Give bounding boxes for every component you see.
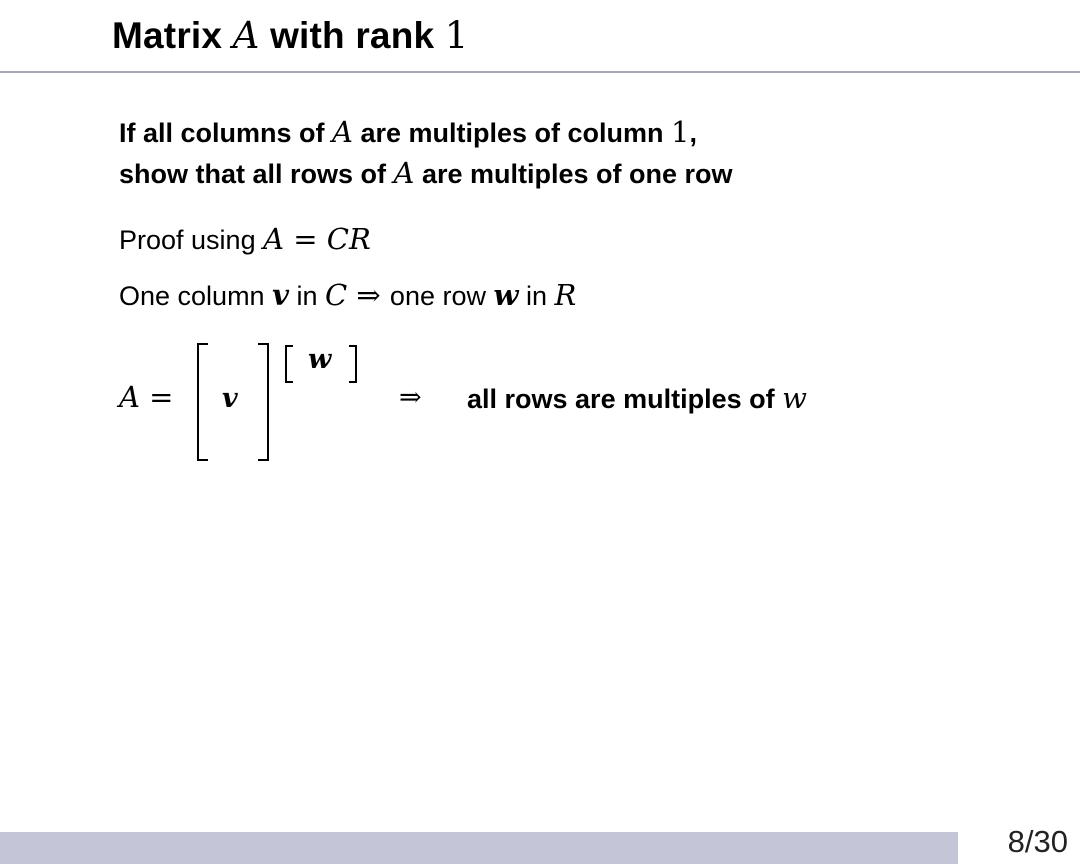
equals-sign: = (284, 222, 327, 256)
statement-text: are multiples of one row (414, 159, 733, 189)
title-divider (0, 71, 1080, 73)
column-left-bracket (197, 343, 208, 461)
statement-text: If all columns of (119, 118, 333, 148)
slide-title (112, 14, 469, 57)
title-rank-number: 1 (444, 14, 469, 57)
title-text-2: with rank (259, 15, 445, 56)
statement-comma: , (689, 118, 698, 148)
line-text: in (518, 281, 555, 311)
problem-statement (119, 112, 733, 194)
column-right-bracket (258, 343, 269, 461)
matrix-var: A (332, 115, 353, 149)
conclusion-text: all rows are multiples of (467, 384, 783, 414)
statement-line-2 (119, 153, 733, 194)
proof-text: Proof using (119, 225, 264, 255)
line-text: One column (119, 281, 273, 311)
statement-text: are multiples of column (352, 118, 672, 148)
line-text: one row (389, 281, 494, 311)
column-row-line (119, 278, 576, 312)
proof-line (119, 222, 371, 256)
conclusion (467, 381, 807, 415)
implies-arrow: ⇒ (399, 382, 422, 413)
page-number: 8/30 (1007, 824, 1068, 859)
column-vector-entry: v (222, 383, 238, 414)
line-text: in (288, 281, 325, 311)
column-number: 1 (671, 115, 690, 149)
matrix-var: A (393, 156, 415, 190)
vector-w: w (782, 381, 807, 415)
footer-bar (0, 832, 958, 864)
matrix-r: R (554, 278, 577, 312)
vector-v: v (272, 278, 289, 312)
title-matrix-var: A (232, 14, 260, 57)
row-left-bracket (285, 345, 293, 383)
title-text: Matrix (112, 15, 233, 56)
statement-line-1 (119, 112, 733, 153)
row-right-bracket (349, 345, 357, 383)
matrix-var: A (119, 380, 140, 414)
statement-text: show that all rows of (119, 159, 394, 189)
equation-lhs (119, 380, 173, 414)
vector-w: w (493, 278, 519, 312)
matrix-var: A (263, 222, 285, 256)
row-vector-entry: w (308, 344, 332, 375)
matrix-c: C (324, 278, 348, 312)
factorization: CR (326, 222, 371, 256)
equals-sign: = (139, 380, 174, 414)
implies-arrow: ⇒ (347, 278, 390, 312)
